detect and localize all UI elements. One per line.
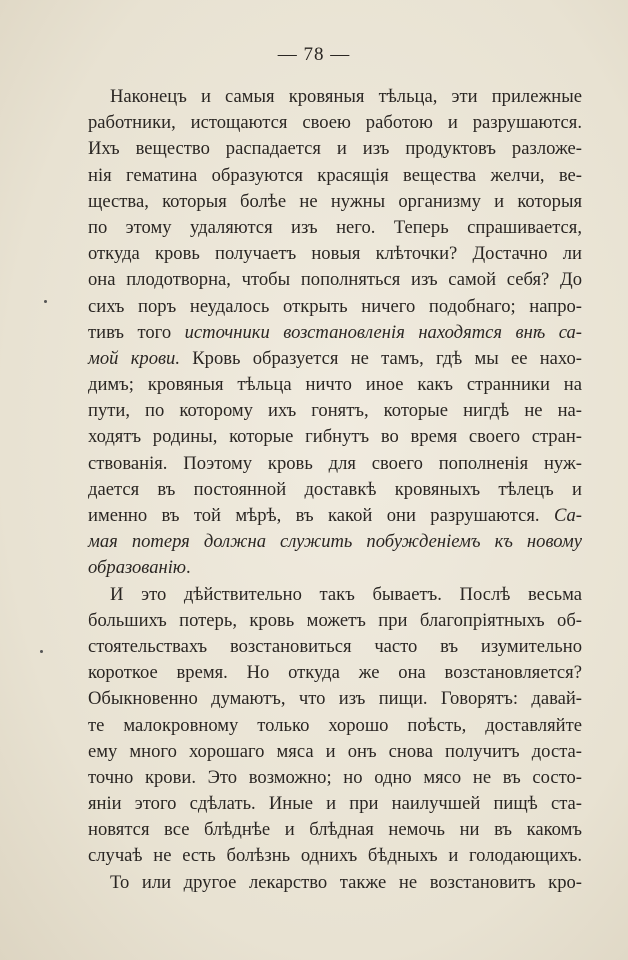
text-line: [88, 110, 582, 136]
text-run: сихъ поръ неудалось открыть ничего подобнаго; напро-: [88, 295, 582, 317]
text-run: те малокровному только хорошо поѣсть, доставляйте: [88, 714, 582, 736]
text-run: по этому удаляются изъ него. Теперь спрашивается,: [88, 216, 582, 238]
text-line: [88, 686, 582, 712]
text-run: ходятъ родины, которые гибнутъ во время своего стран-: [88, 426, 582, 448]
text-run: щества, которыя болѣе не нужны организму и которыя: [88, 190, 582, 212]
text-run: Наконецъ и самыя кровяныя тѣльца, эти прилежные: [110, 86, 582, 107]
text-line: [88, 634, 582, 660]
text-line: [88, 451, 582, 477]
text-line: [88, 477, 582, 503]
text-line: [88, 503, 582, 529]
text-line: [88, 765, 582, 791]
emphasized-text: образованію: [88, 557, 187, 579]
text-line: [88, 215, 582, 241]
text-run: откуда кровь получаетъ новыя клѣточки? Достачно ли: [88, 243, 582, 265]
text-run: большихъ потерь, кровь можетъ при благопріятныхъ об-: [88, 609, 582, 631]
emphasized-text: мой крови.: [88, 347, 181, 369]
text-run: ствованія. Поэтому кровь для своего пополненія нуж-: [88, 452, 582, 474]
text-line: [88, 136, 582, 162]
text-run: дается въ постоянной доставкѣ кровяныхъ тѣлецъ и: [88, 478, 582, 500]
text-run: пути, по которому ихъ гонятъ, которые нигдѣ не на-: [88, 400, 582, 422]
text-run: короткое время. Но откуда же она возстановляется?: [88, 662, 582, 684]
text-run: именно въ той мѣрѣ, въ какой они разрушаются.: [88, 505, 554, 526]
text-line: [88, 608, 582, 634]
body-text: [88, 84, 582, 896]
text-line: [88, 241, 582, 267]
text-run: Кровь образуется не тамъ, гдѣ мы ее нахо-: [180, 347, 583, 369]
emphasized-text: источники возстановленія находятся внѣ са-: [184, 321, 582, 343]
text-run: точно крови. Это возможно; но одно мясо не въ состо-: [88, 766, 582, 788]
text-line: [88, 660, 582, 686]
text-line: [88, 398, 582, 424]
text-run: То или другое лекарство также не возстановитъ кро-: [110, 871, 582, 893]
text-run: стоятельствахъ возстановиться часто въ изумительно: [88, 635, 582, 657]
emphasized-text: мая потеря должна служить побужденіемъ къ новому: [88, 531, 582, 553]
text-run: тивъ того: [88, 321, 185, 343]
emphasized-text: Са-: [553, 505, 582, 526]
text-line: [88, 84, 582, 110]
text-line: [88, 843, 582, 869]
text-line: [88, 346, 582, 372]
text-run: Ихъ вещество распадается и изъ продуктовъ разложе-: [88, 138, 582, 160]
text-run: нія гематина образуются красящія вещества желчи, ве-: [88, 164, 582, 186]
text-run: новятся все блѣднѣе и блѣдная немочь ни въ какомъ: [88, 819, 582, 841]
text-line: [88, 713, 582, 739]
margin-mark: [40, 650, 43, 653]
text-line: [88, 163, 582, 189]
text-line: [88, 817, 582, 843]
text-run: И это дѣйствительно такъ бываетъ. Послѣ весьма: [110, 583, 582, 605]
text-line: [88, 555, 582, 581]
page-number: — 78 —: [277, 44, 351, 65]
text-line: [88, 529, 582, 555]
text-line: [88, 739, 582, 765]
text-run: ему много хорошаго мяса и онъ снова получитъ доста-: [88, 740, 582, 762]
text-run: Обыкновенно думаютъ, что изъ пищи. Говорятъ: давай-: [88, 688, 582, 710]
text-line: [88, 372, 582, 398]
text-line: [88, 267, 582, 293]
text-run: работники, истощаются своею работою и разрушаются.: [88, 112, 582, 134]
margin-mark: [44, 300, 47, 303]
text-line: [88, 791, 582, 817]
text-line: [88, 870, 582, 896]
text-run: случаѣ не есть болѣзнь однихъ бѣдныхъ и голодающихъ.: [88, 845, 582, 867]
text-line: [88, 189, 582, 215]
text-run: .: [186, 557, 191, 579]
text-line: [88, 582, 582, 608]
text-run: димъ; кровяныя тѣльца ничто иное какъ странники на: [88, 374, 582, 396]
text-run: она плодотворна, чтобы пополняться изъ самой себя? До: [88, 269, 582, 291]
text-line: [88, 320, 582, 346]
text-line: [88, 294, 582, 320]
text-run: яніи этого сдѣлать. Иные и при наилучшей пищѣ ста-: [88, 793, 582, 815]
text-line: [88, 424, 582, 450]
